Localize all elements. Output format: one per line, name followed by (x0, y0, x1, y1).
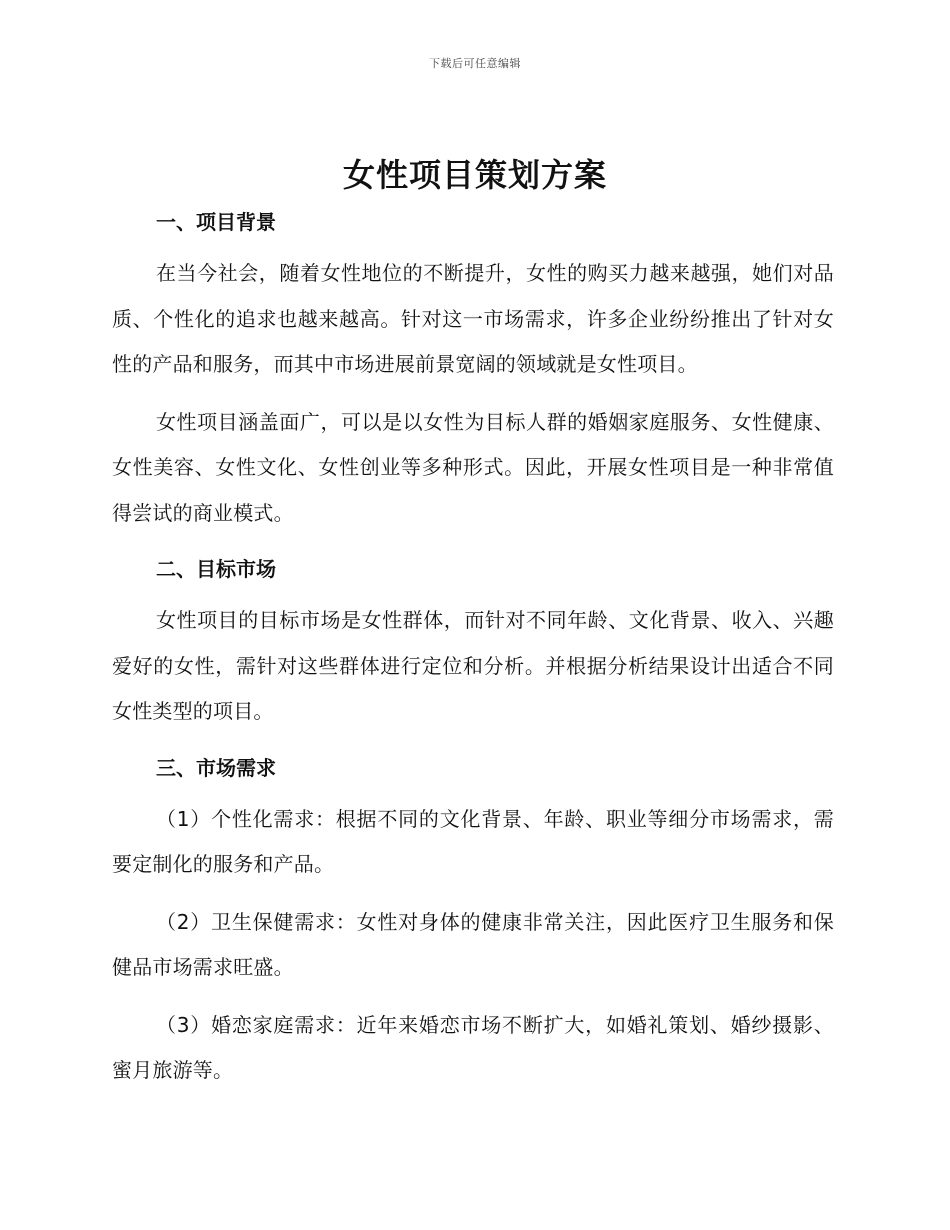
paragraph-background-2: 女性项目涵盖面广，可以是以女性为目标人群的婚姻家庭服务、女性健康、女性美容、女性文化、女性创业等多种形式。因此，开展女性项目是一种非常值得尝试的商业模式。 (112, 409, 834, 525)
document-title: 女性项目策划方案 (342, 156, 607, 194)
demand-item-health: （2）卫生保健需求：女性对身体的健康非常关注，因此医疗卫生服务和保健品市场需求旺盛。 (112, 909, 834, 979)
section-heading-target-market: 二、目标市场 (156, 557, 276, 581)
paragraph-target-market-1: 女性项目的目标市场是女性群体，而针对不同年龄、文化背景、收入、兴趣爱好的女性，需针对这些群体进行定位和分析。并根据分析结果设计出适合不同女性类型的项目。 (112, 608, 834, 723)
paragraph-background-1: 在当今社会，随着女性地位的不断提升，女性的购买力越来越强，她们对品质、个性化的追求也越来越高。针对这一市场需求，许多企业纷纷推出了针对女性的产品和服务，而其中市场进展前景宽阔的领域就是女性项目。 (112, 261, 834, 376)
header-note: 下载后可任意编辑 (429, 57, 521, 70)
section-heading-background: 一、项目背景 (156, 210, 276, 234)
document-body (112, 205, 834, 1094)
demand-item-personalization: （1）个性化需求：根据不同的文化背景、年龄、职业等细分市场需求，需要定制化的服务和产品。 (112, 806, 834, 876)
section-heading-market-demand: 三、市场需求 (156, 755, 276, 780)
demand-item-marriage-family: （3）婚恋家庭需求：近年来婚恋市场不断扩大，如婚礼策划、婚纱摄影、蜜月旅游等。 (112, 1012, 834, 1082)
